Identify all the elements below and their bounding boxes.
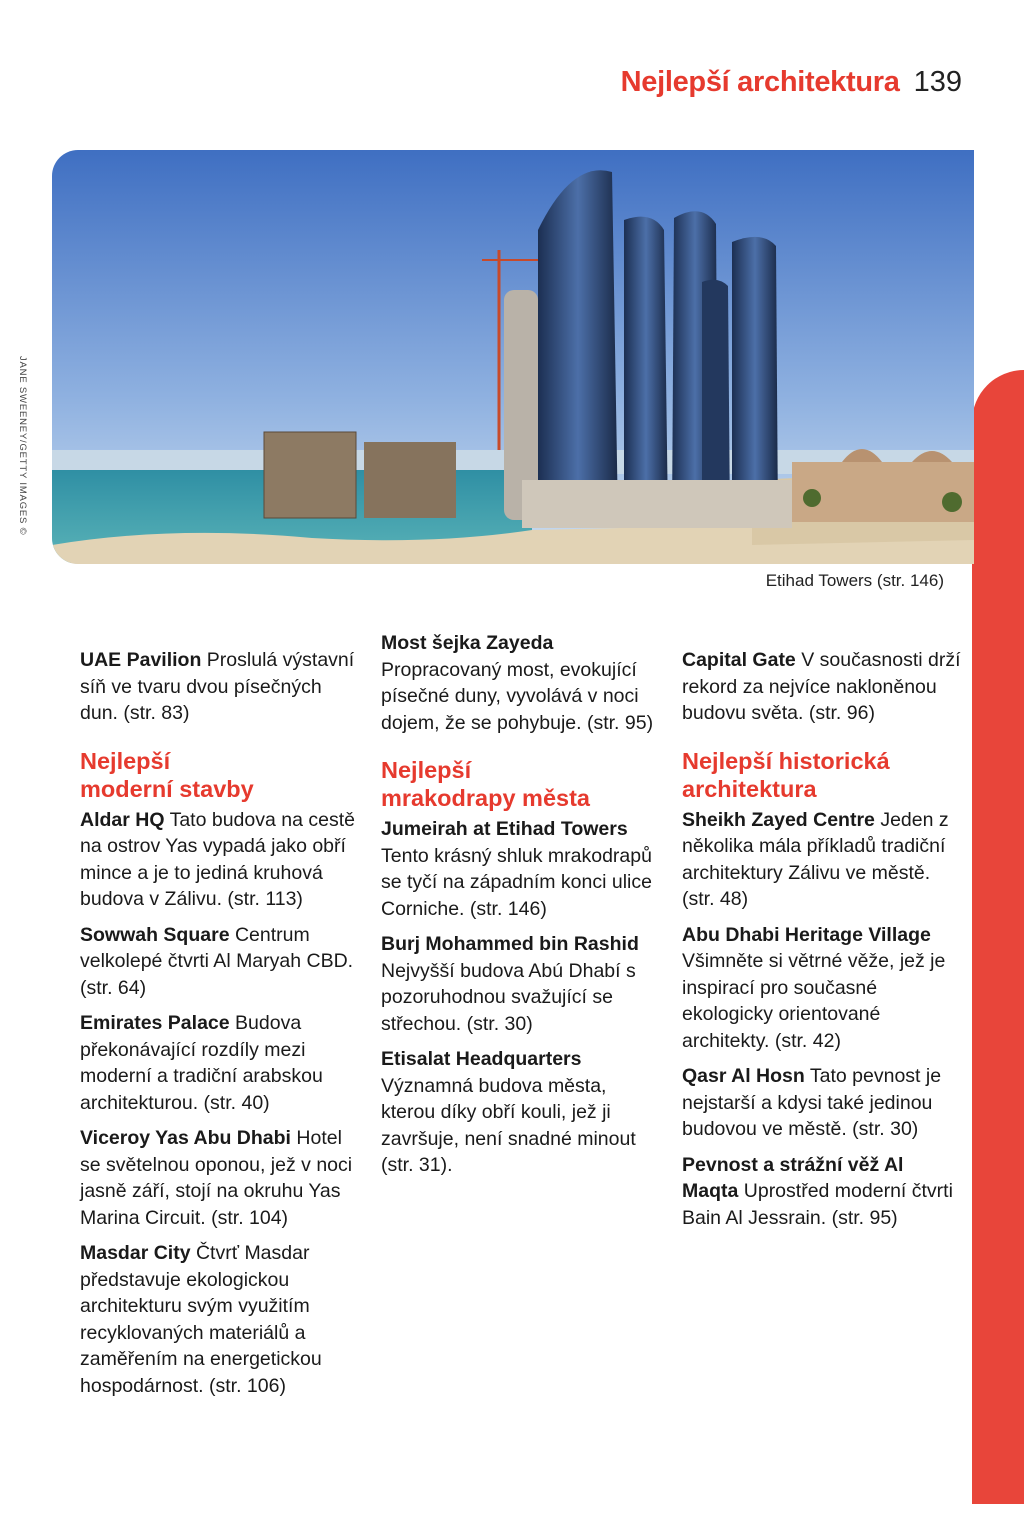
- entry-name: Emirates Palace: [80, 1012, 230, 1034]
- entry-text: Tento krásný shluk mrakodrapů se tyčí na západním konci ulice Corniche. (str. 146): [381, 844, 652, 920]
- chapter-tab: [972, 370, 1024, 1504]
- entry-sheikh-zayed-centre: [682, 807, 964, 913]
- entry-name: Pevnost a strážní věž Al Maqta: [682, 1153, 904, 1202]
- entry-text: Hotel se světelnou oponou, jež v noci jasně září, stojí na okruhu Yas Marina Circuit. (str. 104): [80, 1127, 353, 1229]
- section-heading-modern: Nejlepší moderní stavby: [80, 747, 254, 802]
- entry-heritage-village: [682, 922, 964, 1055]
- entry-text: V současnosti drží rekord za nejvíce nakloněnou budovu světa. (str. 96): [682, 649, 961, 724]
- entry-etisalat-hq: [381, 1046, 663, 1179]
- entry-name: Capital Gate: [682, 649, 796, 671]
- entry-name: Abu Dhabi Heritage Village: [682, 923, 931, 946]
- entry-capital-gate: [682, 647, 964, 727]
- entry-text: Významná budova města, kterou díky obří kouli, jež ji završuje, není snadné minout (str. 31).: [381, 1074, 636, 1176]
- entry-text: Čtvrť Masdar představuje ekologickou architekturu svým využitím recyklovaných materiálů a zaměřením na energetickou hospodárnost. (str. 106): [80, 1242, 322, 1397]
- skyline-illustration: [52, 150, 974, 564]
- entry-name: Most šejka Zayeda: [381, 632, 554, 654]
- entry-emirates-palace: [80, 1010, 362, 1116]
- entry-qasr-al-hosn: [682, 1063, 964, 1143]
- entry-most-sejka-zayeda-text: [381, 630, 663, 736]
- entry-text: Centrum velkolepé čtvrti Al Maryah CBD. (str. 64): [80, 923, 354, 999]
- entry-name: Viceroy Yas Abu Dhabi: [80, 1127, 291, 1149]
- section-heading-skyscrapers: Nejlepší mrakodrapy města: [381, 757, 590, 811]
- etihad-towers-photo: [52, 150, 974, 564]
- entry-name: Qasr Al Hosn: [682, 1065, 805, 1087]
- entry-name: Burj Mohammed bin Rashid: [381, 933, 639, 955]
- photo-caption: Etihad Towers (str. 146): [765, 571, 944, 590]
- entry-name: Sowwah Square: [80, 923, 230, 946]
- entry-uae-pavilion: [80, 647, 362, 727]
- page-title: Nejlepší architektura: [620, 66, 900, 98]
- entry-text: Tato budova na cestě na ostrov Yas vypadá jako obří mince a je to jediná kruhová budova v Zálivu. (str. 113): [80, 808, 355, 910]
- entry-jumeirah-etihad: [381, 816, 663, 922]
- entry-name: Masdar City: [80, 1242, 191, 1264]
- column-3: [682, 647, 964, 1240]
- column-1: [80, 647, 362, 1408]
- column-2: [381, 621, 663, 1188]
- entry-text: Proslulá výstavní síň ve tvaru dvou písečných dun. (str. 83): [80, 649, 355, 724]
- entry-text: Jeden z několika mála příkladů tradiční architektury Zálivu ve městě. (str. 48): [682, 808, 949, 910]
- entry-aldar-hq: [80, 807, 362, 913]
- entry-name: Etisalat Headquarters: [381, 1048, 582, 1070]
- entry-sowwah-square: [80, 922, 362, 1002]
- photo-credit: JANE SWEENEY/GETTY IMAGES ©: [17, 356, 28, 536]
- entry-text: Všimněte si větrné věže, jež je inspirací pro současné ekologicky orientované architekty. (str. 42): [682, 950, 946, 1052]
- entry-masdar-city: [80, 1240, 362, 1399]
- entry-viceroy-yas: [80, 1125, 362, 1231]
- section-heading-historic: Nejlepší historická architektura: [682, 747, 890, 802]
- entry-name: Jumeirah at Etihad Towers: [381, 818, 628, 840]
- entry-burj-mohammed: [381, 931, 663, 1037]
- entry-text: Budova překonávající rozdíly mezi moderní a tradiční arabskou architekturou. (str. 40): [80, 1012, 323, 1114]
- entry-name: Sheikh Zayed Centre: [682, 808, 875, 831]
- entry-name: Aldar HQ: [80, 808, 165, 831]
- entry-text: Nejvyšší budova Abú Dhabí s pozoruhodnou svažující se střechou. (str. 30): [381, 959, 636, 1035]
- entry-name: UAE Pavilion: [80, 649, 202, 671]
- entry-text: Tato pevnost je nejstarší a kdysi také jedinou budovou ve městě. (str. 30): [682, 1065, 942, 1140]
- entry-al-maqta: [682, 1152, 964, 1232]
- entry-text: Uprostřed moderní čtvrti Bain Al Jessrain. (str. 95): [682, 1180, 953, 1229]
- page-header: [621, 66, 962, 99]
- entry-text: Propracovaný most, evokující písečné duny, vyvolává v noci dojem, že se pohybuje. (str. 95): [381, 658, 654, 734]
- page-number: 139: [913, 66, 962, 98]
